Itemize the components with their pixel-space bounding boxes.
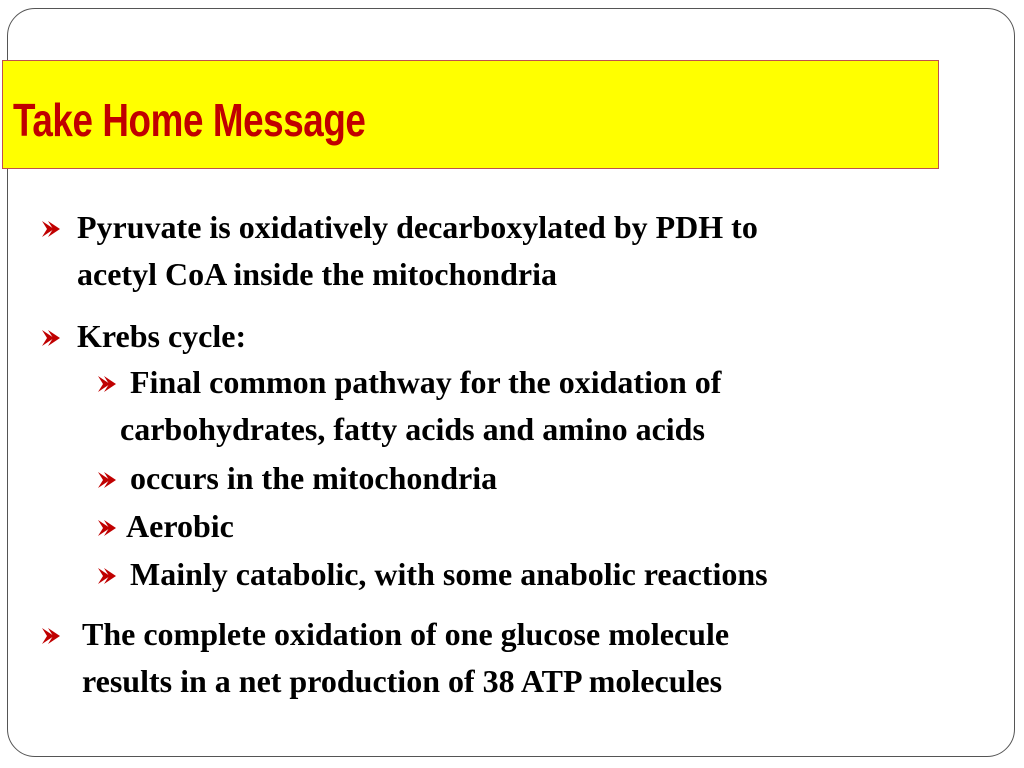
- sub-bullet-mitochondria: [96, 455, 497, 502]
- arrowhead-bullet-icon: [96, 455, 126, 490]
- bullet-text-line: Final common pathway for the oxidation of: [130, 364, 722, 400]
- arrowhead-bullet-icon: [96, 551, 126, 586]
- arrowhead-bullet-icon: [96, 503, 126, 538]
- bullet-glucose-oxidation: [40, 611, 729, 705]
- bullet-text-line: The complete oxidation of one glucose molecule: [82, 616, 730, 652]
- arrowhead-bullet-icon: [40, 313, 70, 348]
- bullet-text-line: Mainly catabolic, with some anabolic reactions: [130, 556, 768, 592]
- bullet-pyruvate: [40, 204, 758, 298]
- sub-bullet-final-common-pathway: [96, 359, 721, 453]
- bullet-text-line: acetyl CoA inside the mitochondria: [77, 256, 557, 292]
- bullet-krebs-cycle: [40, 313, 246, 360]
- bullet-text-line: Pyruvate is oxidatively decarboxylated by PDH to: [77, 209, 758, 245]
- bullet-text-line: carbohydrates, fatty acids and amino acids: [120, 411, 705, 447]
- bullet-text-line: occurs in the mitochondria: [130, 460, 498, 496]
- sub-bullet-aerobic: [96, 503, 234, 550]
- slide-title: Take Home Message: [13, 94, 366, 146]
- arrowhead-bullet-icon: [96, 359, 126, 394]
- bullet-text-line: Krebs cycle:: [77, 318, 247, 354]
- title-banner: [2, 60, 939, 169]
- bullet-text-line: results in a net production of 38 ATP molecules: [82, 663, 723, 699]
- bullet-text-line: Aerobic: [126, 508, 234, 544]
- sub-bullet-catabolic: [96, 551, 768, 598]
- arrowhead-bullet-icon: [40, 611, 70, 646]
- arrowhead-bullet-icon: [40, 204, 70, 239]
